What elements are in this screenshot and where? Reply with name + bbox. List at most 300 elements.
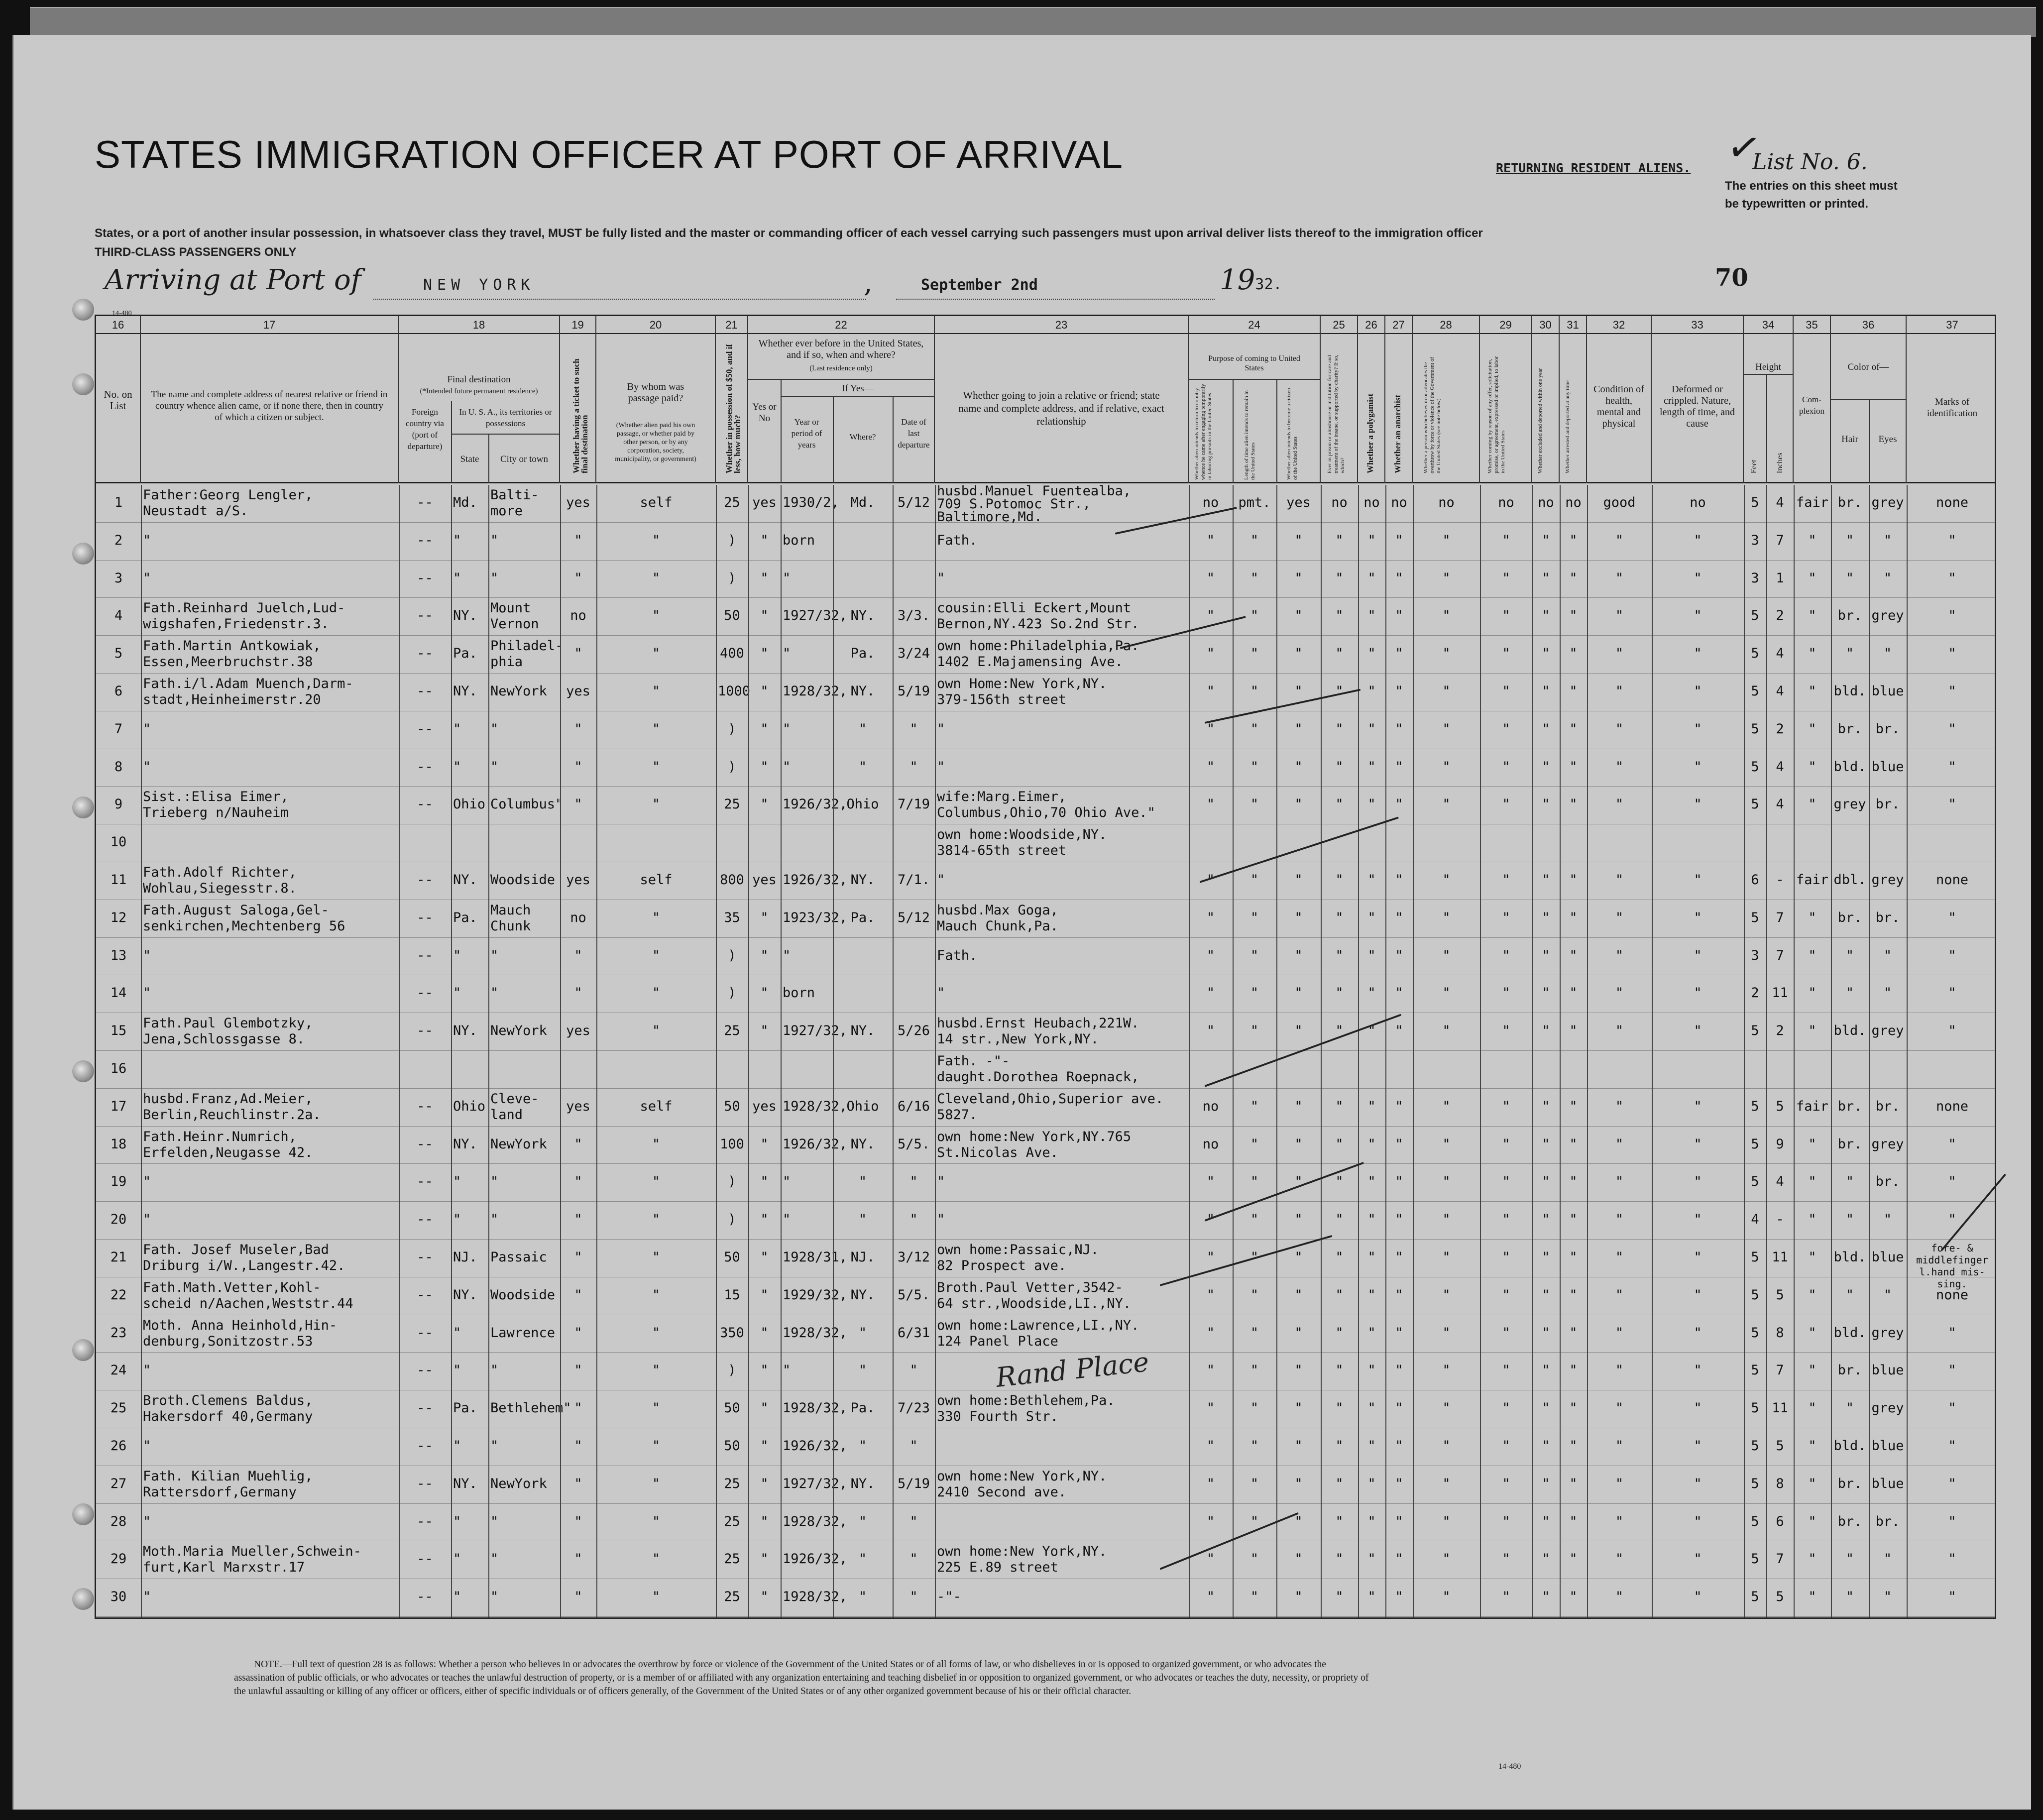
cell-text: -- [417,985,433,1001]
cell-in [1768,787,1792,824]
cell-text: " [783,721,791,737]
table-row [96,1579,1995,1617]
cell-text: " [1694,1287,1702,1303]
cell-st [453,1013,486,1051]
cell-marks [1909,1240,1996,1290]
cell-health [1589,938,1650,976]
binder-hole [72,299,94,321]
cell-cx [1796,1504,1829,1542]
cell-eyes [1871,636,1905,674]
cell-text: 1 [114,495,123,510]
cell-st [453,523,486,561]
cell-text: " [1294,1250,1303,1265]
cell-in [1768,1277,1792,1315]
cell-c31 [1562,749,1585,787]
arriving-label: Arriving at Port of [105,264,361,296]
cell-fc [401,1240,449,1277]
cell-wh [835,1466,891,1504]
cell-text: bld. [1833,683,1866,699]
column-divider [488,485,489,1617]
cell-text: " [1569,910,1578,925]
cell-paid [598,1390,714,1428]
cell-text: Bethlehem" [490,1400,571,1416]
cell-text: " [1294,1098,1303,1114]
cell-text: " [1502,1023,1510,1039]
cell-text: " [1335,872,1344,888]
cell-text: " [1250,796,1259,812]
cell-c26 [1360,1353,1383,1390]
cell-text: none [1935,1098,1969,1114]
cell-health [1589,1541,1650,1579]
cell-text: " [909,1438,918,1454]
cell-text: " [1367,532,1376,548]
cell-rel [143,938,397,976]
cell-city [490,1504,558,1542]
cell-text: " [1335,985,1344,1001]
cell-text: " [1808,646,1816,662]
column-number: 33 [1652,316,1744,334]
cell-text: own Home:New York,NY. [937,676,1107,691]
cell-text: Pa. [850,646,875,662]
table-row [96,598,1995,636]
cell-yr [783,1089,848,1127]
cell-health [1589,862,1650,900]
cell-text: " [1569,759,1578,775]
cell-wh [835,1240,891,1277]
header-text: Whether a person who believes in or advocates the overthrow by force or violence of the Government of the United States (see note below) [1423,357,1442,473]
cell-cx [1796,636,1829,674]
cell-text: " [574,1438,582,1454]
cell-def [1654,1013,1742,1051]
cell-text: 2 [1751,985,1759,1001]
cell-p1 [1191,1315,1231,1353]
cell-health [1589,900,1650,938]
cell-text: " [1294,646,1303,662]
cell-text: 11 [1772,985,1788,1001]
cell-fc [401,749,449,787]
cell-text: Pa. [850,1400,875,1416]
cell-yr [783,1466,848,1504]
cell-text: " [1395,1287,1403,1303]
cell-eyes [1871,711,1905,749]
cell-hair [1833,674,1867,711]
cell-c26 [1360,1164,1383,1202]
cell-text: " [1542,985,1550,1001]
cell-text: " [1615,1136,1624,1152]
cell-text: 5/12 [897,495,930,510]
cell-text: 1928/32, [783,1513,848,1529]
cell-p2 [1235,975,1274,1013]
cell-n [98,1127,139,1164]
cell-text: " [1615,1551,1624,1567]
cell-text: " [143,1513,151,1529]
cell-text: " [1948,1325,1956,1341]
binder-hole [72,1060,94,1082]
check-mark-icon: ✓ [1723,121,1765,174]
cell-eyes [1871,1428,1905,1466]
cell-health [1589,674,1650,711]
cell-yr [783,1051,831,1089]
column-divider [399,485,400,1617]
cell-text: " [453,985,461,1001]
cell-text: Erfelden,Neugasse 42. [143,1144,313,1160]
cell-text: " [937,1174,945,1190]
cell-city [490,787,564,824]
cell-text: " [1367,1438,1376,1454]
cell-rel [143,674,397,711]
cell-marks [1909,1277,1996,1315]
cell-text: none [1935,872,1969,888]
table-row [96,749,1995,787]
cell-text: -- [417,646,433,662]
cell-text: " [1808,947,1816,963]
cell-wh [835,938,891,976]
cell-text: " [760,532,769,548]
cell-c26 [1360,636,1383,674]
cell-text: " [1206,947,1215,963]
cell-text: " [1250,1098,1259,1114]
cell-in [1768,1541,1792,1579]
cell-text: " [1502,1287,1510,1303]
cell-text: " [1250,1250,1259,1265]
cell-text: 4 [1776,646,1784,662]
cell-marks [1909,862,1996,900]
cell-text: Berlin,Reuchlinstr.2a. [143,1107,321,1123]
cell-yn [750,1428,779,1466]
cell-text: " [1808,1363,1816,1378]
cell-text: " [1395,608,1403,624]
cell-text: " [1948,1174,1956,1190]
cell-health [1589,975,1650,1013]
cell-text: 225 E.89 street [937,1560,1058,1576]
cell-in [1768,1353,1792,1390]
cell-fc [401,1466,449,1504]
cell-text: " [1294,1400,1303,1416]
column-divider [935,485,936,1617]
cell-text: cousin:Elli Eckert,Mount [937,600,1132,616]
cell-text: " [1367,608,1376,624]
cell-text: 5 [1751,1400,1759,1416]
cell-text: NewYork [490,1023,547,1039]
cell-text: yes [566,683,590,699]
cell-text: 4 [1776,1174,1784,1190]
cell-city [490,975,558,1013]
cell-text: ) [728,1363,736,1378]
cell-text: " [1615,683,1624,699]
cell-text: Fath. Josef Museler,Bad [143,1242,329,1257]
cell-text: -- [417,796,433,812]
cell-health [1589,1013,1650,1051]
cell-text: " [1395,910,1403,925]
cell-fc [401,1127,449,1164]
cell-c29 [1482,1428,1530,1466]
cell-text: 25 [724,1476,740,1491]
cell-paid [598,561,714,598]
header-text: Color of— [1847,362,1889,372]
cell-text: " [143,721,151,737]
cell-text: no [1538,495,1554,510]
cell-tk [562,1164,594,1202]
cell-text: Md. [453,495,477,510]
cell-text: Columbus,Ohio,70 Ohio Ave." [937,805,1155,821]
cell-text: " [1250,1023,1259,1039]
cell-text: scheid n/Aachen,Weststr.44 [143,1295,353,1311]
cell-fc [401,824,449,862]
cell-st [453,1315,486,1353]
header-deported [1560,334,1587,483]
cell-paid [598,1051,714,1089]
cell-text: " [1694,532,1702,548]
cell-wh [835,1541,891,1579]
cell-text: Ohio [453,796,486,812]
cell-text: " [143,1363,151,1378]
cell-text: " [453,532,461,548]
cell-c27 [1387,1240,1411,1277]
cell-c31 [1562,561,1585,598]
cell-text: " [1615,1023,1624,1039]
cell-p1 [1191,787,1231,824]
cell-text: 17 [110,1098,127,1114]
cell-text: " [1335,683,1344,699]
cell-c31 [1562,1202,1585,1240]
header-text: In U. S. A., its territories or possessions [459,407,552,428]
cell-tk [562,1428,594,1466]
cell-marks [1909,636,1996,674]
cell-text: 5 [1751,1325,1759,1341]
header-text: No. on List [104,388,132,412]
cell-text: " [1367,1589,1376,1605]
cell-c30 [1534,1390,1558,1428]
cell-n [98,787,139,824]
cell-c31 [1562,1466,1585,1504]
cell-text: " [1569,1551,1578,1567]
header-health [1587,334,1652,483]
cell-c25 [1323,1089,1356,1127]
cell-ft [1746,636,1764,674]
cell-text: " [1615,1476,1624,1491]
cell-wh [835,1504,891,1542]
cell-text: 2410 Second ave. [937,1484,1067,1500]
cell-text: " [453,1551,461,1567]
cell-c27 [1387,1202,1411,1240]
cell-st [453,561,486,598]
cell-c27 [1387,1277,1411,1315]
cell-text: 25 [724,495,740,510]
cell-yr [783,1240,848,1277]
cell-def [1654,485,1742,523]
column-number: 34 [1744,316,1794,334]
cell-def [1654,787,1742,824]
cell-text: br. [1837,1476,1862,1491]
cell-text: " [1615,872,1624,888]
cell-text: " [858,1513,867,1529]
cell-text: " [1502,608,1510,624]
cell-text: yes [566,495,590,510]
column-number: 16 [96,316,141,334]
cell-c30 [1534,1240,1558,1277]
table-row [96,711,1995,749]
cell-marks [1909,1202,1996,1240]
year-suffix: 32. [1255,276,1282,293]
cell-text: grey [1871,1325,1904,1341]
cell-text: 9 [1776,1136,1784,1152]
cell-text: 15 [110,1023,127,1039]
cell-text [937,1504,1187,1514]
cell-text: " [1808,910,1816,925]
cell-text: " [143,1212,151,1228]
cell-text: -- [417,1325,433,1341]
header-text: Whether having a ticket to such final destination [571,358,589,473]
cell-text: " [1442,1250,1451,1265]
cell-text: " [1808,1136,1816,1152]
cell-money [718,975,746,1013]
cell-in [1768,1089,1792,1127]
cell-c27 [1387,1390,1411,1428]
column-number: 24 [1189,316,1321,334]
cell-text: 2 [1776,608,1784,624]
cell-n [98,1202,139,1240]
cell-text: " [1808,1589,1816,1605]
cell-st [453,1390,486,1428]
cell-text: 5827. [937,1107,978,1123]
cell-dt [895,523,933,561]
cell-p2 [1235,636,1274,674]
cell-hair [1833,1051,1867,1089]
cell-text: bld. [1833,1325,1866,1341]
cell-text: " [1615,1325,1624,1341]
cell-st [453,1504,486,1542]
table-row [96,1428,1995,1466]
cell-text: " [937,1212,945,1228]
cell-text: " [453,1589,461,1605]
cell-tk [562,1202,594,1240]
cell-n [98,862,139,900]
table-row [96,975,1995,1013]
header-text: City or town [500,454,549,464]
cell-p1 [1191,938,1231,976]
cell-text: " [1367,910,1376,925]
cell-text: " [1615,1287,1624,1303]
cell-text: " [1694,1136,1702,1152]
cell-st [453,824,486,862]
cell-marks [1909,674,1996,711]
cell-text: " [1542,646,1550,662]
cell-text: furt,Karl Marxstr.17 [143,1560,305,1576]
cell-text: " [1948,532,1956,548]
cell-rel [143,485,397,523]
cell-text: pmt. [1238,495,1271,510]
cell-join [937,1315,1187,1353]
cell-text: " [1883,1212,1892,1228]
cell-join [937,900,1187,938]
cell-text: " [1335,721,1344,737]
cell-money [718,824,746,862]
cell-p2 [1235,1390,1274,1428]
cell-c29 [1482,598,1530,636]
cell-yn [750,1579,779,1617]
cell-yr [783,824,831,862]
cell-c26 [1360,711,1383,749]
passenger-rows [96,485,1995,1617]
cell-c26 [1360,1089,1383,1127]
cell-text: " [1502,721,1510,737]
cell-text: " [1883,532,1892,548]
cell-text: " [1569,1174,1578,1190]
cell-money [718,1013,746,1051]
cell-text: 6 [1776,1513,1784,1529]
date-underline [896,299,1215,300]
cell-city [490,1164,558,1202]
cell-text: " [1542,1325,1550,1341]
header-text: (Last residence only) [809,364,873,372]
cell-c26 [1360,787,1383,824]
cell-text: " [1442,1438,1451,1454]
cell-text: blue [1871,1438,1904,1454]
cell-text: " [1442,759,1451,775]
cell-text: " [783,570,791,586]
cell-money [718,1579,746,1617]
cell-text: 30 [110,1589,127,1605]
cell-text: " [1808,1174,1816,1190]
cell-text: fore- & middlefinger [1916,1242,1988,1266]
cell-wh [835,1428,891,1466]
cell-n [98,824,139,862]
date-value: September 2nd [921,276,1038,294]
cell-text: Ohio [846,796,879,812]
column-divider [560,485,561,1617]
cell-text: husbd.Franz,Ad.Meier, [143,1091,313,1107]
cell-text: Pa. [453,646,477,662]
cell-c29 [1482,1541,1530,1579]
cell-text: " [1206,1287,1215,1303]
cell-marks [1909,1390,1996,1428]
cell-money [718,1164,746,1202]
cell-def [1654,1428,1742,1466]
cell-text: " [1615,721,1624,737]
cell-yn [750,938,779,976]
cell-text: NY. [453,1287,477,1303]
cell-text: " [1442,683,1451,699]
cell-cx [1796,1089,1829,1127]
cell-c25 [1323,1466,1356,1504]
cell-hair [1833,561,1867,598]
cell-city [490,1013,558,1051]
cell-text: " [1883,646,1892,662]
cell-c30 [1534,598,1558,636]
cell-text: Hakersdorf 40,Germany [143,1409,313,1425]
cell-eyes [1871,1240,1905,1277]
cell-c25 [1323,1390,1356,1428]
cell-text: 400 [720,646,744,662]
header-text: Condition of health, mental and physical [1593,384,1644,429]
cell-text: " [1367,1098,1376,1114]
cell-text: " [1694,608,1702,624]
cell-yr [783,674,848,711]
cell-text: " [909,1174,918,1190]
cell-c29 [1482,824,1530,862]
cell-text: 4 [1776,495,1784,510]
cell-join [937,1579,1187,1617]
cell-c31 [1562,1541,1585,1579]
cell-text: " [1442,1363,1451,1378]
cell-rel [143,1390,397,1428]
cell-p1 [1191,1353,1231,1390]
cell-tk [562,1051,594,1089]
cell-text: -- [417,759,433,775]
cell-text: " [1948,1438,1956,1454]
cell-c25 [1323,975,1356,1013]
cell-text: " [1294,1325,1303,1341]
